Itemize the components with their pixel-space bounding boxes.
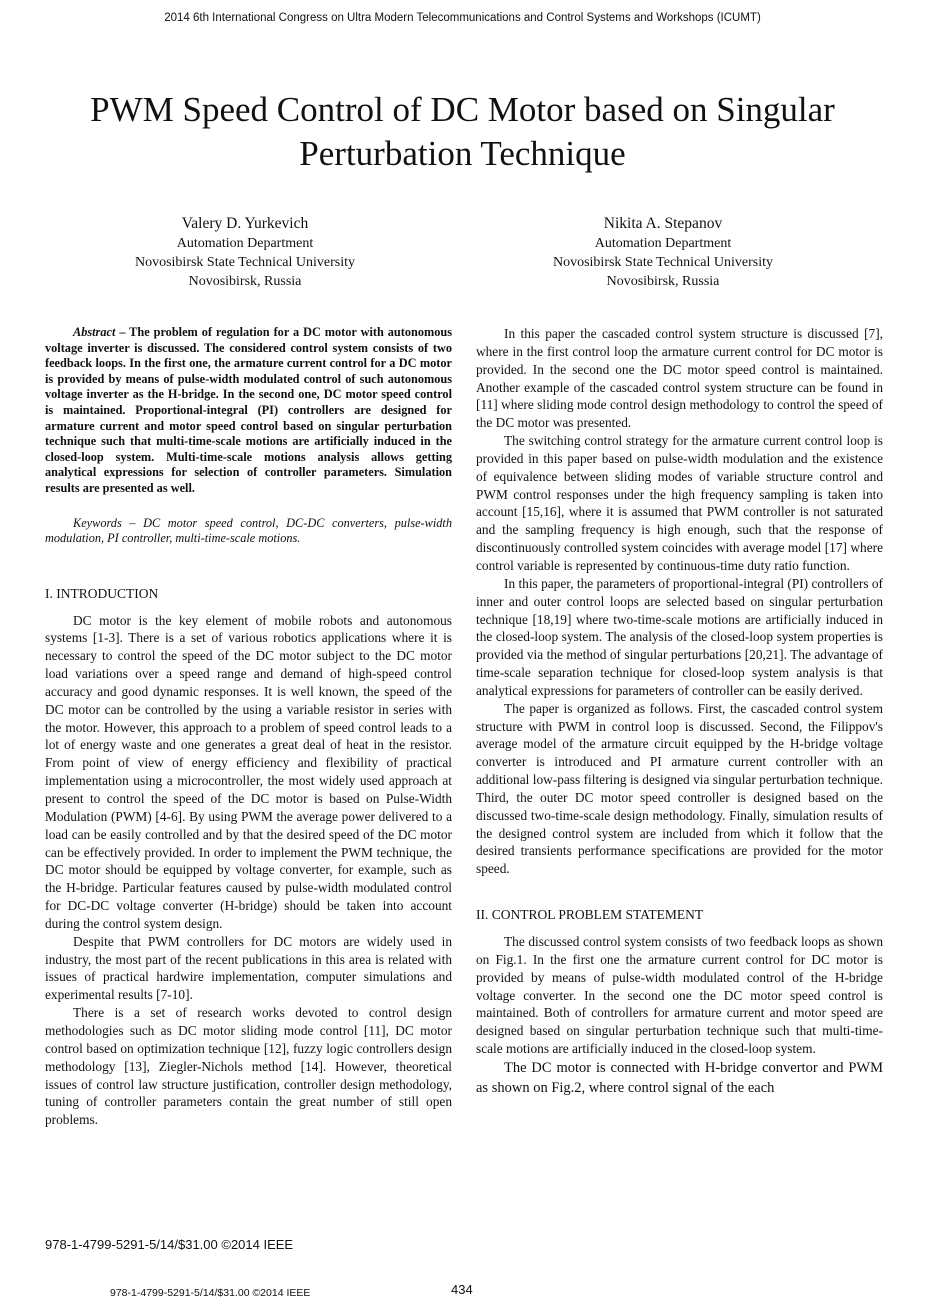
left-column — [45, 325, 452, 1129]
paragraph: In this paper, the parameters of proportional-integral (PI) controllers of inner and outer control loops are selected based on singular perturbation technique [18,19] where two-time-scale motions are artificially induced in the closed-loop system. The analysis of the closed-loop system properties is provided via the method of singular perturbations [20,21]. The advantage of time-scale separation technique for closed-loop system analysis is that analytical expressions for parameters of controller can be easily derived. — [476, 575, 883, 698]
abstract-label: Abstract — [73, 325, 116, 339]
author-university: Novosibirsk State Technical University — [134, 255, 355, 270]
paragraph: In this paper the cascaded control system structure is discussed [7], where in the first control loop the armature current control for DC motor is provided. In the second one the DC motor speed control is maintained. Another example of the cascaded control system structure can be found in [11] where sliding mode control design methodology to control the speed of the DC motor was presented. — [476, 326, 883, 431]
author-name: Nikita A. Stepanov — [603, 215, 723, 232]
paper-title: PWM Speed Control of DC Motor based on Singular Perturbation Technique — [90, 90, 835, 173]
abstract-text: – The problem of regulation for a DC motor with autonomous voltage inverter is discussed. The considered control system consists of two feedback loops. In the first one, the armature current control for a DC motor is provided by means of pulse-width modulated control of such autonomous voltage inverter as the H-bridge. In the second one, DC motor speed control is maintained. Proportional-integral (PI) controllers are designed for armature current and motor speed control based on singular perturbation technique such that multi-time-scale motions are artificially induced in the closed-loop system. Multi-time-scale motions analysis allows getting analytical expressions for selection of controller parameters. Simulation results are presented as well. — [45, 325, 452, 495]
paragraph: The discussed control system consists of two feedback loops as shown on Fig.1. In the first one the armature current control for DC motor is provided by means of pulse-width modulated control of the H-bridge voltage converter. In the second one the DC motor speed control is maintained. Both of controllers for armature current and motor speed are designed based on singular perturbation technique such that multi-time-scale motions are artificially induced in the closed-loop system. — [476, 934, 883, 1057]
abstract — [45, 325, 452, 497]
isbn-notice: 978-1-4799-5291-5/14/$31.00 ©2014 IEEE — [45, 1237, 294, 1252]
conference-header: 2014 6th International Congress on Ultra Modern Telecommunications and Control Systems and Workshops (ICUMT) — [164, 12, 761, 24]
section-heading-problem-statement: II. CONTROL PROBLEM STATEMENT — [476, 907, 704, 923]
author-location: Novosibirsk, Russia — [606, 274, 720, 289]
paragraph: Despite that PWM controllers for DC motors are widely used in industry, the most part of the recent publications in this area is related with issues of practical hardwire implementation, computer simulations and experimental results [7-10]. — [45, 933, 452, 1003]
paragraph: There is a set of research works devoted to control design methodologies such as DC motor sliding mode control [11], DC motor control based on optimization technique [12], fuzzy logic controllers design methodology [13], Ziegler-Nichols method [14]. However, theoretical issues of control law structure justification, controller design methodology, tuning of controller parameters contain the great number of still open problems. — [45, 1005, 452, 1128]
footer-isbn: 978-1-4799-5291-5/14/$31.00 ©2014 IEEE — [110, 1287, 311, 1299]
author-block-2 — [498, 214, 828, 291]
right-column — [476, 325, 883, 1098]
paragraph: DC motor is the key element of mobile robots and autonomous systems [1-3]. There is a set of various robotics applications where it is necessary to control the speed of the DC motor subject to the DC motor load variations over a speed range and demand of high-speed control accuracy and good dynamic responses. It is well known, the speed of the DC motor can be controlled by the using a variable resistor in series with the motor. However, this approach to a problem of speed control leads to a lot of energy waste and one generates a great deal of heat in the resistor. From point of view of energy efficiency and flexibility of practical implementation using a microcontroller, the most widely used approach at present to control the speed of the DC motor is based on Pulse-Width Modulation (PWM) [4-6]. By using PWM the average power delivered to a load can be easily controlled and by that the desired speed of the DC motor can be effectively provided. In order to implement the PWM technique, the DC motor should be equipped by voltage converter, for example, such as the H-bridge. Particular features caused by pulse-width modulated control for DC-DC voltage converter (H-bridge) should be taken into account during the control system design. — [45, 612, 452, 931]
paragraph: The paper is organized as follows. First, the cascaded control system structure with PWM in control loop is discussed. Second, the Filippov's average model of the armature circuit equipped by the H-bridge voltage converter is introduced and PI armature current controller with an additional low-pass filtering is designed via singular perturbation technique. Third, the outer DC motor speed controller is designed based on the discussed two-time-scale design methodology. Finally, simulation results of the designed control system are included from which it follow that the desired transients performance specifications are provided for the motor speed. — [476, 700, 883, 877]
keywords: Keywords – DC motor speed control, DC-DC converters, pulse-width modulation, PI controller, multi-time-scale motions. — [45, 515, 452, 546]
author-block-1 — [80, 214, 410, 291]
paragraph: The switching control strategy for the armature current control loop is provided in this paper based on pulse-width modulation and the existence of equivalence between sliding modes of variable structure control and PWM control responses under the high frequency sampling is taken into account [15,16], where it is assumed that PWM controller is not saturated and the sampling frequency is high enough, such that the response of discontinuously controlled system coincides with average model [17] where control variable is represented by continuous-time duty ratio function. — [476, 433, 883, 573]
section-heading-introduction: I. INTRODUCTION — [45, 585, 159, 601]
paragraph: The DC motor is connected with H-bridge convertor and PWM as shown on Fig.2, where control signal of the each — [476, 1059, 883, 1096]
author-department: Automation Department — [176, 236, 314, 251]
page-number: 434 — [451, 1282, 473, 1297]
author-department: Automation Department — [594, 236, 732, 251]
author-university: Novosibirsk State Technical University — [552, 255, 773, 270]
author-name: Valery D. Yurkevich — [181, 215, 309, 232]
author-location: Novosibirsk, Russia — [188, 274, 302, 289]
